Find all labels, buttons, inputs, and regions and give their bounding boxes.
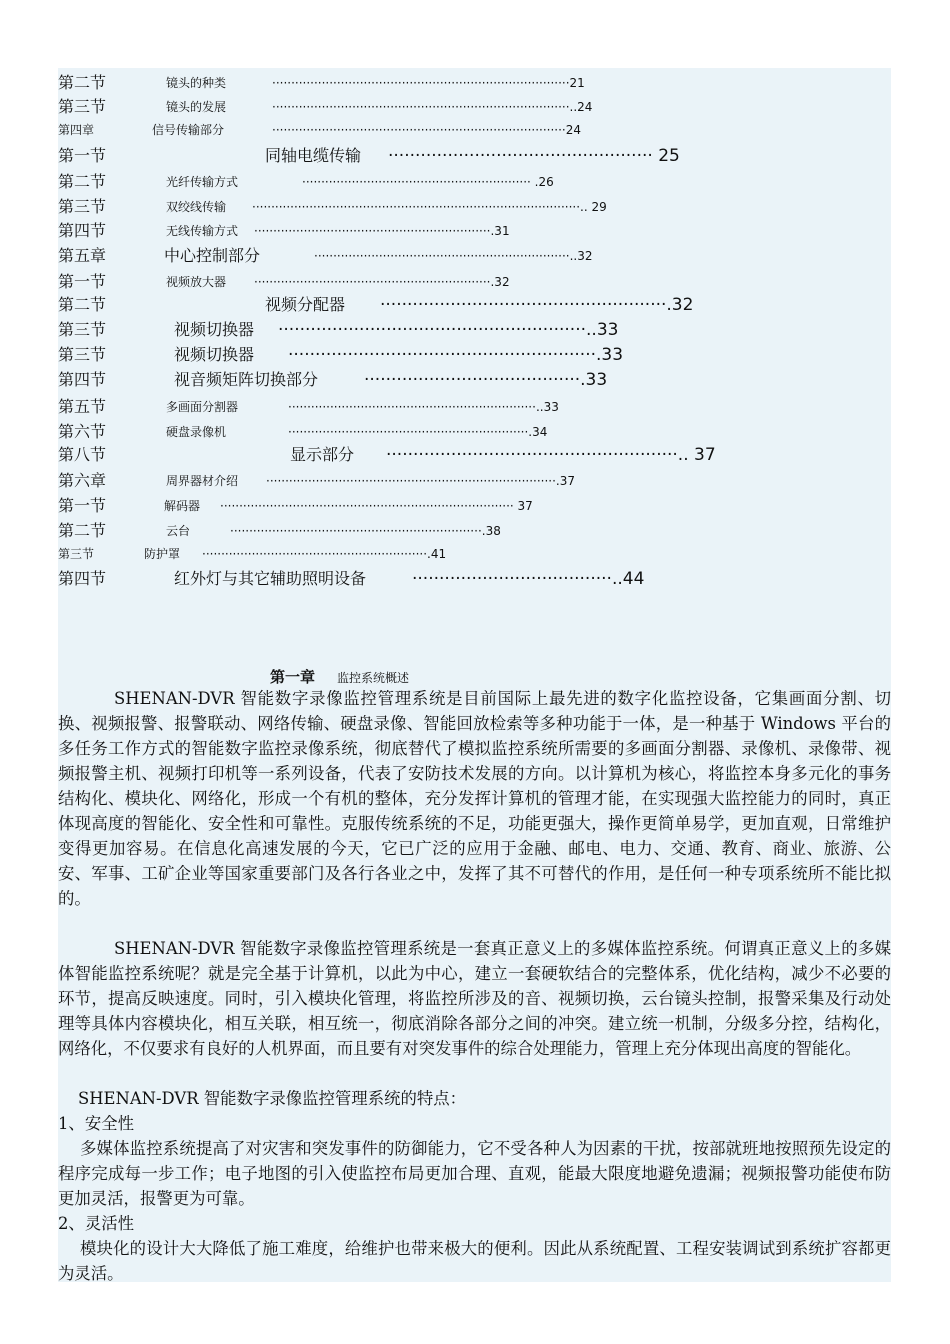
chapter-name: 监控系统概述 — [337, 671, 410, 685]
toc-section-number: 第二节 — [58, 172, 107, 191]
toc-page-leader: ··································································.38 — [230, 524, 501, 538]
toc-title: 视频切换器 — [174, 320, 255, 339]
toc-page-leader: ···································································..32 — [314, 249, 593, 263]
toc-page-leader: ···························································.41 — [202, 547, 447, 561]
toc-section-number: 第一节 — [58, 496, 107, 515]
toc-section-number: 第二节 — [58, 73, 107, 92]
toc-entry[interactable] — [58, 369, 858, 393]
toc-page-leader: ········································.33 — [364, 370, 608, 390]
toc-section-number: 第五章 — [58, 246, 107, 265]
toc-page-leader: ······························································.32 — [254, 275, 510, 289]
toc-page-leader: ················································· 25 — [388, 146, 680, 166]
toc-section-number: 第一节 — [58, 272, 107, 291]
toc-page-leader: ··············································································21 — [272, 76, 585, 90]
toc-title: 防护罩 — [144, 547, 181, 561]
toc-entry[interactable] — [58, 543, 858, 567]
toc-section-number: 第五节 — [58, 397, 107, 416]
toc-title: 解码器 — [164, 499, 201, 513]
feature-heading-flexibility: 2、灵活性 — [58, 1214, 134, 1233]
toc-section-number: 第一节 — [58, 146, 107, 165]
toc-title: 多画面分割器 — [166, 400, 239, 414]
toc-title: 镜头的种类 — [166, 76, 227, 90]
toc-page-leader: ······················································································.. 29 — [252, 200, 607, 214]
toc-page-leader: ·························································..33 — [278, 320, 619, 340]
toc-title: 云台 — [166, 524, 191, 538]
multimedia-paragraph: SHENAN-DVR 智能数字录像监控管理系统是一套真正意义上的多媒体监控系统。何谓真正意义上的多媒体智能监控系统呢？就是完全基于计算机，以此为中心，建立一套硬软结合的完整体系，优化结构，减少不必要的环节，提高反映速度。同时，引入模块化管理，将监控所涉及的音、视频切换，云台镜头控制，报警采集及行动处理等具体内容模块化，相互关联，相互统一，彻底消除各部分之间的冲突。建立统一机制，分级多分控，结构化，网络化，不仅要求有良好的人机界面，而且要有对突发事件的综合处理能力，管理上充分体现出高度的智能化。 — [58, 939, 891, 1058]
toc-title: 双绞线传输 — [166, 200, 227, 214]
feature-text-flexibility: 模块化的设计大大降低了施工难度，给维护也带来极大的便利。因此从系统配置、工程安装调试到系统扩容都更为灵活。 — [58, 1239, 891, 1283]
toc-section-number: 第四节 — [58, 370, 107, 389]
toc-entry[interactable] — [58, 444, 858, 468]
toc-section-number: 第四节 — [58, 569, 107, 588]
toc-title: 红外灯与其它辅助照明设备 — [174, 569, 367, 588]
toc-entry[interactable] — [58, 319, 858, 343]
toc-entry[interactable] — [58, 396, 858, 420]
toc-title: 无线传输方式 — [166, 224, 239, 238]
toc-entry[interactable] — [58, 495, 858, 519]
toc-entry[interactable] — [58, 96, 858, 120]
toc-title: 光纤传输方式 — [166, 175, 239, 189]
toc-page-leader: ······················································.. 37 — [386, 445, 716, 465]
toc-entry[interactable] — [58, 245, 858, 269]
toc-entry[interactable] — [58, 196, 858, 220]
feature-heading-security: 1、安全性 — [58, 1114, 134, 1133]
intro-paragraph: SHENAN-DVR 智能数字录像监控管理系统是目前国际上最先进的数字化监控设备，它集画面分割、切换、视频报警、报警联动、网络传输、硬盘录像、智能回放检索等多种功能于一体，是一种基于 Windows 平台的多任务工作方式的智能数字监控录像系统，彻底替代了模拟监控系统所需要的多画面分割器、录像机、录像带、视频报警主机、视频打印机等一系列设备，代表了安防技术发展的方向。以计算机为核心，将监控本身多元化的事务结构化、模块化、网络化，形成一个有机的整体，充分发挥计算机的管理才能，在实现强大监控能力的同时，真正体现高度的智能化、安全性和可靠性。克服传统系统的不足，功能更强大，操作更简单易学，更加直观，日常维护变得更加容易。在信息化高速发展的今天，它已广泛的应用于金融、邮电、电力、交通、教育、商业、旅游、公安、军事、工矿企业等国家重要部门及各行各业之中，发挥了其不可替代的作用，是任何一种专项系统所不能比拟的。 — [58, 689, 891, 908]
toc-entry[interactable] — [58, 271, 858, 295]
features-intro: SHENAN-DVR 智能数字录像监控管理系统的特点： — [78, 1089, 467, 1108]
toc-entry[interactable] — [58, 220, 858, 244]
toc-entry[interactable] — [58, 470, 858, 494]
toc-page-leader: ······························································.31 — [254, 224, 510, 238]
toc-page-leader: ·······························································.34 — [288, 425, 548, 439]
toc-page-leader: ··············································································..24 — [272, 100, 593, 114]
toc-title: 硬盘录像机 — [166, 425, 227, 439]
feature-text-security: 多媒体监控系统提高了对灾害和突发事件的防御能力，它不受各种人为因素的干扰，按部就班地按照预先设定的程序完成每一步工作；电子地图的引入使监控布局更加合理、直观，能最大限度地避免遗漏；视频报警功能使布防更加灵活，报警更为可靠。 — [58, 1139, 891, 1208]
toc-section-number: 第三节 — [58, 320, 107, 339]
toc-section-number: 第三节 — [58, 197, 107, 216]
toc-section-number: 第四章 — [58, 123, 95, 137]
toc-section-number: 第三节 — [58, 345, 107, 364]
toc-title: 信号传输部分 — [152, 123, 225, 137]
toc-page-leader: ·····················································.32 — [380, 295, 694, 315]
toc-entry[interactable] — [58, 145, 858, 169]
chapter-number: 第一章 — [270, 668, 316, 686]
toc-page-leader: ·································································..33 — [288, 400, 559, 414]
toc-title: 视频分配器 — [265, 295, 346, 314]
toc-page-leader: ···························································· .26 — [302, 175, 554, 189]
toc-title: 显示部分 — [290, 445, 355, 464]
toc-entry[interactable] — [58, 171, 858, 195]
toc-entry[interactable] — [58, 568, 858, 592]
toc-page-leader: ·····································..44 — [412, 569, 645, 589]
toc-section-number: 第二节 — [58, 521, 107, 540]
toc-section-number: 第四节 — [58, 221, 107, 240]
toc-section-number: 第二节 — [58, 295, 107, 314]
toc-page-leader: ·············································································24 — [272, 123, 581, 137]
toc-entry[interactable] — [58, 344, 858, 368]
toc-section-number: 第三节 — [58, 547, 95, 561]
chapter-heading — [270, 666, 409, 687]
toc-entry[interactable] — [58, 520, 858, 544]
toc-title: 视频切换器 — [174, 345, 255, 364]
toc-title: 同轴电缆传输 — [265, 146, 362, 165]
toc-title: 中心控制部分 — [164, 246, 261, 265]
toc-title: 视音频矩阵切换部分 — [174, 370, 319, 389]
toc-section-number: 第六章 — [58, 471, 107, 490]
toc-page-leader: ············································································.37 — [266, 474, 575, 488]
toc-entry[interactable] — [58, 119, 858, 143]
toc-section-number: 第八节 — [58, 445, 107, 464]
toc-title: 镜头的发展 — [166, 100, 227, 114]
toc-entry[interactable] — [58, 294, 858, 318]
toc-section-number: 第三节 — [58, 97, 107, 116]
toc-title: 视频放大器 — [166, 275, 227, 289]
toc-entry[interactable] — [58, 72, 858, 96]
toc-page-leader: ············································································· 37 — [220, 499, 533, 513]
toc-section-number: 第六节 — [58, 422, 107, 441]
toc-page-leader: ·························································.33 — [288, 345, 624, 365]
toc-entry[interactable] — [58, 421, 858, 445]
toc-title: 周界器材介绍 — [166, 474, 239, 488]
